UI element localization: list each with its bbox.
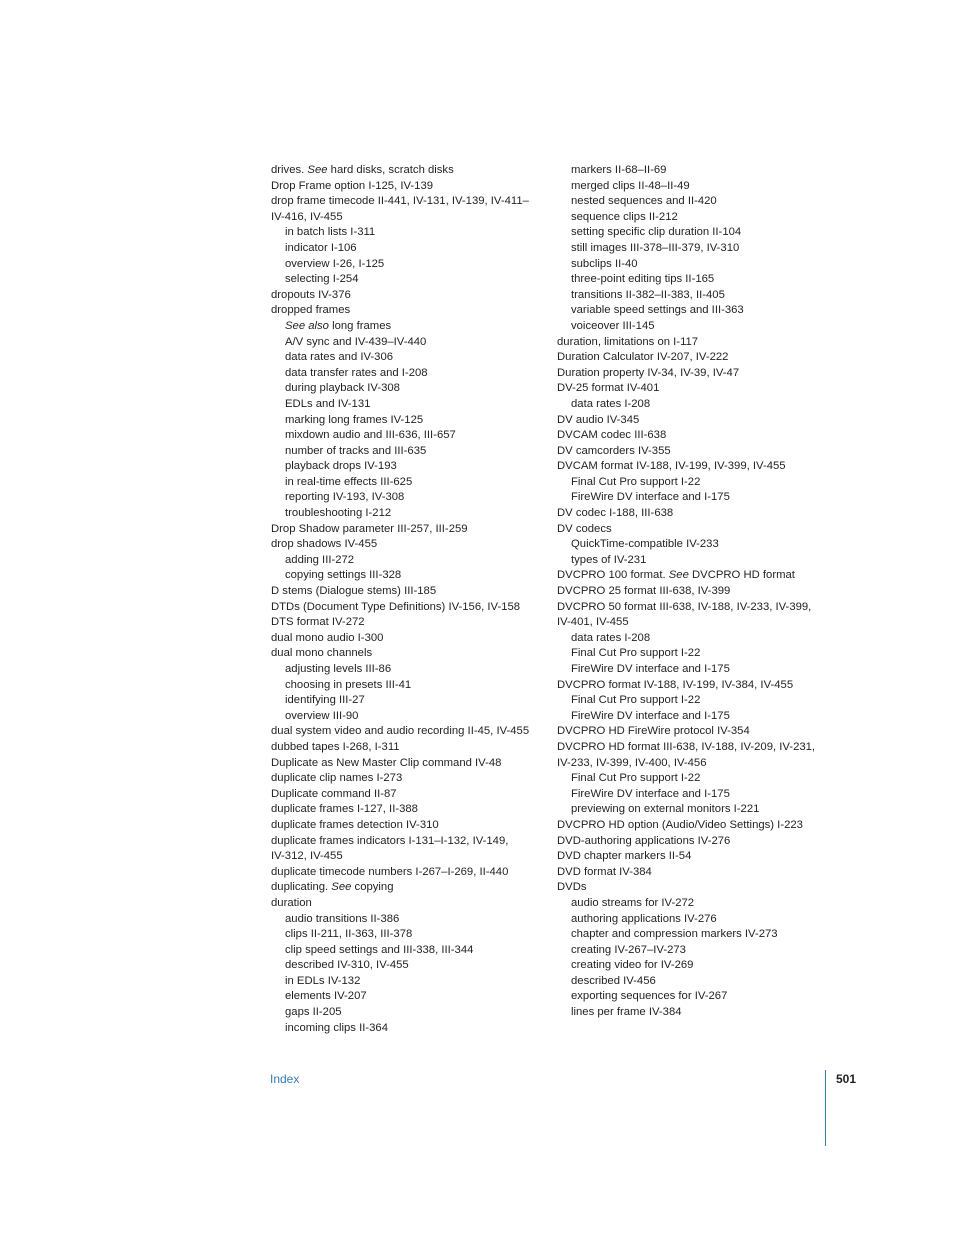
- index-entry: dual mono audio I-300: [271, 631, 384, 644]
- index-entry: DTDs (Document Type Definitions) IV-156, IV-158: [271, 600, 521, 613]
- index-entry: duration, limitations on I-117: [557, 335, 699, 348]
- index-subentry: markers II-68–II-69: [571, 164, 667, 176]
- index-subentry: described IV-456: [571, 974, 656, 987]
- index-subentry: variable speed settings and III-363: [571, 304, 744, 317]
- index-subentry: mixdown audio and III-636, III-657: [285, 429, 456, 442]
- index-subentry: marking long frames IV-125: [285, 413, 424, 426]
- index-subentry: creating IV-267–IV-273: [571, 943, 686, 956]
- index-subentry: voiceover III-145: [571, 319, 655, 332]
- footer-section-label: Index: [270, 1072, 300, 1086]
- index-subentry: Final Cut Pro support I-22: [571, 475, 701, 488]
- index-entry: D stems (Dialogue stems) III-185: [271, 585, 437, 598]
- index-subentry: incoming clips II-364: [285, 1021, 388, 1034]
- index-entry: dropouts IV-376: [271, 288, 351, 301]
- index-entry: DTS format IV-272: [271, 616, 365, 629]
- index-entry: DVDs: [557, 881, 587, 894]
- index-entry: DVCPRO format IV-188, IV-199, IV-384, IV-455: [557, 678, 794, 691]
- cross-reference-label: See: [331, 881, 352, 894]
- index-subentry: elements IV-207: [285, 990, 367, 1003]
- index-subentry: data rates I-208: [571, 631, 651, 644]
- page-number: 501: [836, 1072, 857, 1086]
- index-subentry: A/V sync and IV-439–IV-440: [285, 335, 427, 348]
- index-entry: duplicate frames indicators I-131–I-132, IV-149,: [271, 834, 509, 847]
- index-entry: DVCPRO HD option (Audio/Video Settings) I-223: [557, 818, 803, 831]
- index-entry: duplicate clip names I-273: [271, 772, 403, 785]
- index-subentry: data rates I-208: [571, 397, 651, 410]
- index-subentry: playback drops IV-193: [285, 460, 397, 473]
- index-subentry: See also long frames: [285, 319, 392, 332]
- index-entry: duplicate timecode numbers I-267–I-269, II-440: [271, 865, 509, 878]
- index-entry: DVCPRO HD format III-638, IV-188, IV-209, IV-231,: [557, 740, 816, 753]
- index-subentry: clip speed settings and III-338, III-344: [285, 943, 474, 956]
- index-entry: DVD-authoring applications IV-276: [557, 834, 731, 847]
- index-subentry: FireWire DV interface and I-175: [571, 787, 730, 800]
- index-entry: Drop Shadow parameter III-257, III-259: [271, 522, 468, 535]
- index-subentry: in EDLs IV-132: [285, 974, 361, 987]
- index-entry: DVCAM format IV-188, IV-199, IV-399, IV-455: [557, 460, 786, 473]
- index-subentry: exporting sequences for IV-267: [571, 990, 728, 1003]
- index-subentry: overview III-90: [285, 709, 359, 722]
- cross-reference-label: See: [307, 164, 328, 176]
- index-subentry: sequence clips II-212: [571, 210, 678, 223]
- index-entry: duplicate frames I-127, II-388: [271, 803, 418, 816]
- index-entry: DVD format IV-384: [557, 865, 652, 878]
- index-entry: duration: [271, 896, 312, 909]
- index-entry: drop shadows IV-455: [271, 538, 378, 551]
- index-subentry: identifying III-27: [285, 694, 365, 707]
- index-entry: DVCAM codec III-638: [557, 429, 667, 442]
- index-subentry: in real-time effects III-625: [285, 475, 413, 488]
- index-subentry: selecting I-254: [285, 273, 359, 286]
- index-entry: Drop Frame option I-125, IV-139: [271, 179, 434, 192]
- index-entry: DVD chapter markers II-54: [557, 850, 692, 863]
- index-subentry: previewing on external monitors I-221: [571, 803, 760, 816]
- index-subentry: types of IV-231: [571, 553, 647, 566]
- index-entry: Duplicate command II-87: [271, 787, 397, 800]
- index-subentry: during playback IV-308: [285, 382, 400, 395]
- index-subentry: Final Cut Pro support I-22: [571, 647, 701, 660]
- index-entry: Duplicate as New Master Clip command IV-48: [271, 756, 502, 769]
- index-subentry: clips II-211, II-363, III-378: [285, 928, 413, 941]
- index-subentry: nested sequences and II-420: [571, 195, 717, 208]
- footer-divider: [825, 1070, 826, 1146]
- index-entry: Duration Calculator IV-207, IV-222: [557, 351, 729, 364]
- index-subentry: gaps II-205: [285, 1006, 342, 1019]
- index-subentry: troubleshooting I-212: [285, 507, 392, 520]
- index-subentry: indicator I-106: [285, 241, 357, 254]
- index-subentry: in batch lists I-311: [285, 226, 376, 239]
- index-entry: IV-312, IV-455: [271, 850, 343, 863]
- index-subentry: transitions II-382–II-383, II-405: [571, 288, 725, 301]
- index-subentry: overview I-26, I-125: [285, 257, 385, 270]
- index-subentry: adjusting levels III-86: [285, 663, 392, 675]
- index-subentry: described IV-310, IV-455: [285, 959, 409, 972]
- index-subentry: audio streams for IV-272: [571, 896, 695, 909]
- index-subentry: Final Cut Pro support I-22: [571, 772, 701, 785]
- index-subentry: choosing in presets III-41: [285, 678, 412, 691]
- index-subentry: merged clips II-48–II-49: [571, 179, 690, 192]
- index-subentry: creating video for IV-269: [571, 959, 694, 972]
- index-subentry: authoring applications IV-276: [571, 912, 717, 925]
- index-entry: DVCPRO 50 format III-638, IV-188, IV-233, IV-399,: [557, 600, 812, 613]
- index-subentry: lines per frame IV-384: [571, 1006, 682, 1019]
- index-subentry: QuickTime-compatible IV-233: [571, 538, 719, 551]
- index-entry: drives. See hard disks, scratch disks: [271, 164, 454, 176]
- index-entry: dual system video and audio recording II-45, IV-455: [271, 725, 530, 738]
- cross-reference-label: See: [668, 569, 689, 582]
- index-entry: DV camcorders IV-355: [557, 444, 671, 457]
- index-entry: IV-416, IV-455: [271, 210, 343, 223]
- cross-reference-label: See also: [285, 319, 329, 332]
- index-column-right: [557, 163, 837, 1021]
- index-entry: IV-401, IV-455: [557, 616, 629, 629]
- index-subentry: data transfer rates and I-208: [285, 366, 428, 379]
- index-subentry: audio transitions II-386: [285, 912, 400, 925]
- index-entry: DVCPRO 100 format. See DVCPRO HD format: [557, 569, 795, 582]
- index-subentry: FireWire DV interface and I-175: [571, 709, 730, 722]
- index-subentry: three-point editing tips II-165: [571, 273, 715, 286]
- index-entry: drop frame timecode II-441, IV-131, IV-139, IV-411–: [271, 195, 529, 208]
- index-entry: dual mono channels: [271, 647, 373, 660]
- index-entry: DV codec I-188, III-638: [557, 507, 674, 520]
- index-entry: dubbed tapes I-268, I-311: [271, 740, 400, 753]
- index-subentry: FireWire DV interface and I-175: [571, 663, 730, 675]
- index-subentry: setting specific clip duration II-104: [571, 226, 742, 239]
- index-entry: DV-25 format IV-401: [557, 382, 660, 395]
- index-subentry: reporting IV-193, IV-308: [285, 491, 405, 504]
- index-entry: DV audio IV-345: [557, 413, 640, 426]
- index-entry: duplicating. See copying: [271, 881, 394, 894]
- index-entry: dropped frames: [271, 304, 351, 317]
- index-entry: IV-233, IV-399, IV-400, IV-456: [557, 756, 707, 769]
- index-entry: duplicate frames detection IV-310: [271, 818, 439, 831]
- index-subentry: chapter and compression markers IV-273: [571, 928, 778, 941]
- index-subentry: subclips II-40: [571, 257, 638, 270]
- index-column-left: [271, 163, 551, 1036]
- index-subentry: data rates and IV-306: [285, 351, 394, 364]
- index-subentry: still images III-378–III-379, IV-310: [571, 241, 740, 254]
- index-entry: DVCPRO HD FireWire protocol IV-354: [557, 725, 750, 738]
- index-subentry: Final Cut Pro support I-22: [571, 694, 701, 707]
- index-entry: DVCPRO 25 format III-638, IV-399: [557, 585, 731, 598]
- index-subentry: copying settings III-328: [285, 569, 402, 582]
- index-subentry: FireWire DV interface and I-175: [571, 491, 730, 504]
- index-subentry: EDLs and IV-131: [285, 397, 371, 410]
- index-subentry: number of tracks and III-635: [285, 444, 427, 457]
- index-entry: DV codecs: [557, 522, 612, 535]
- index-entry: Duration property IV-34, IV-39, IV-47: [557, 366, 740, 379]
- index-subentry: adding III-272: [285, 553, 355, 566]
